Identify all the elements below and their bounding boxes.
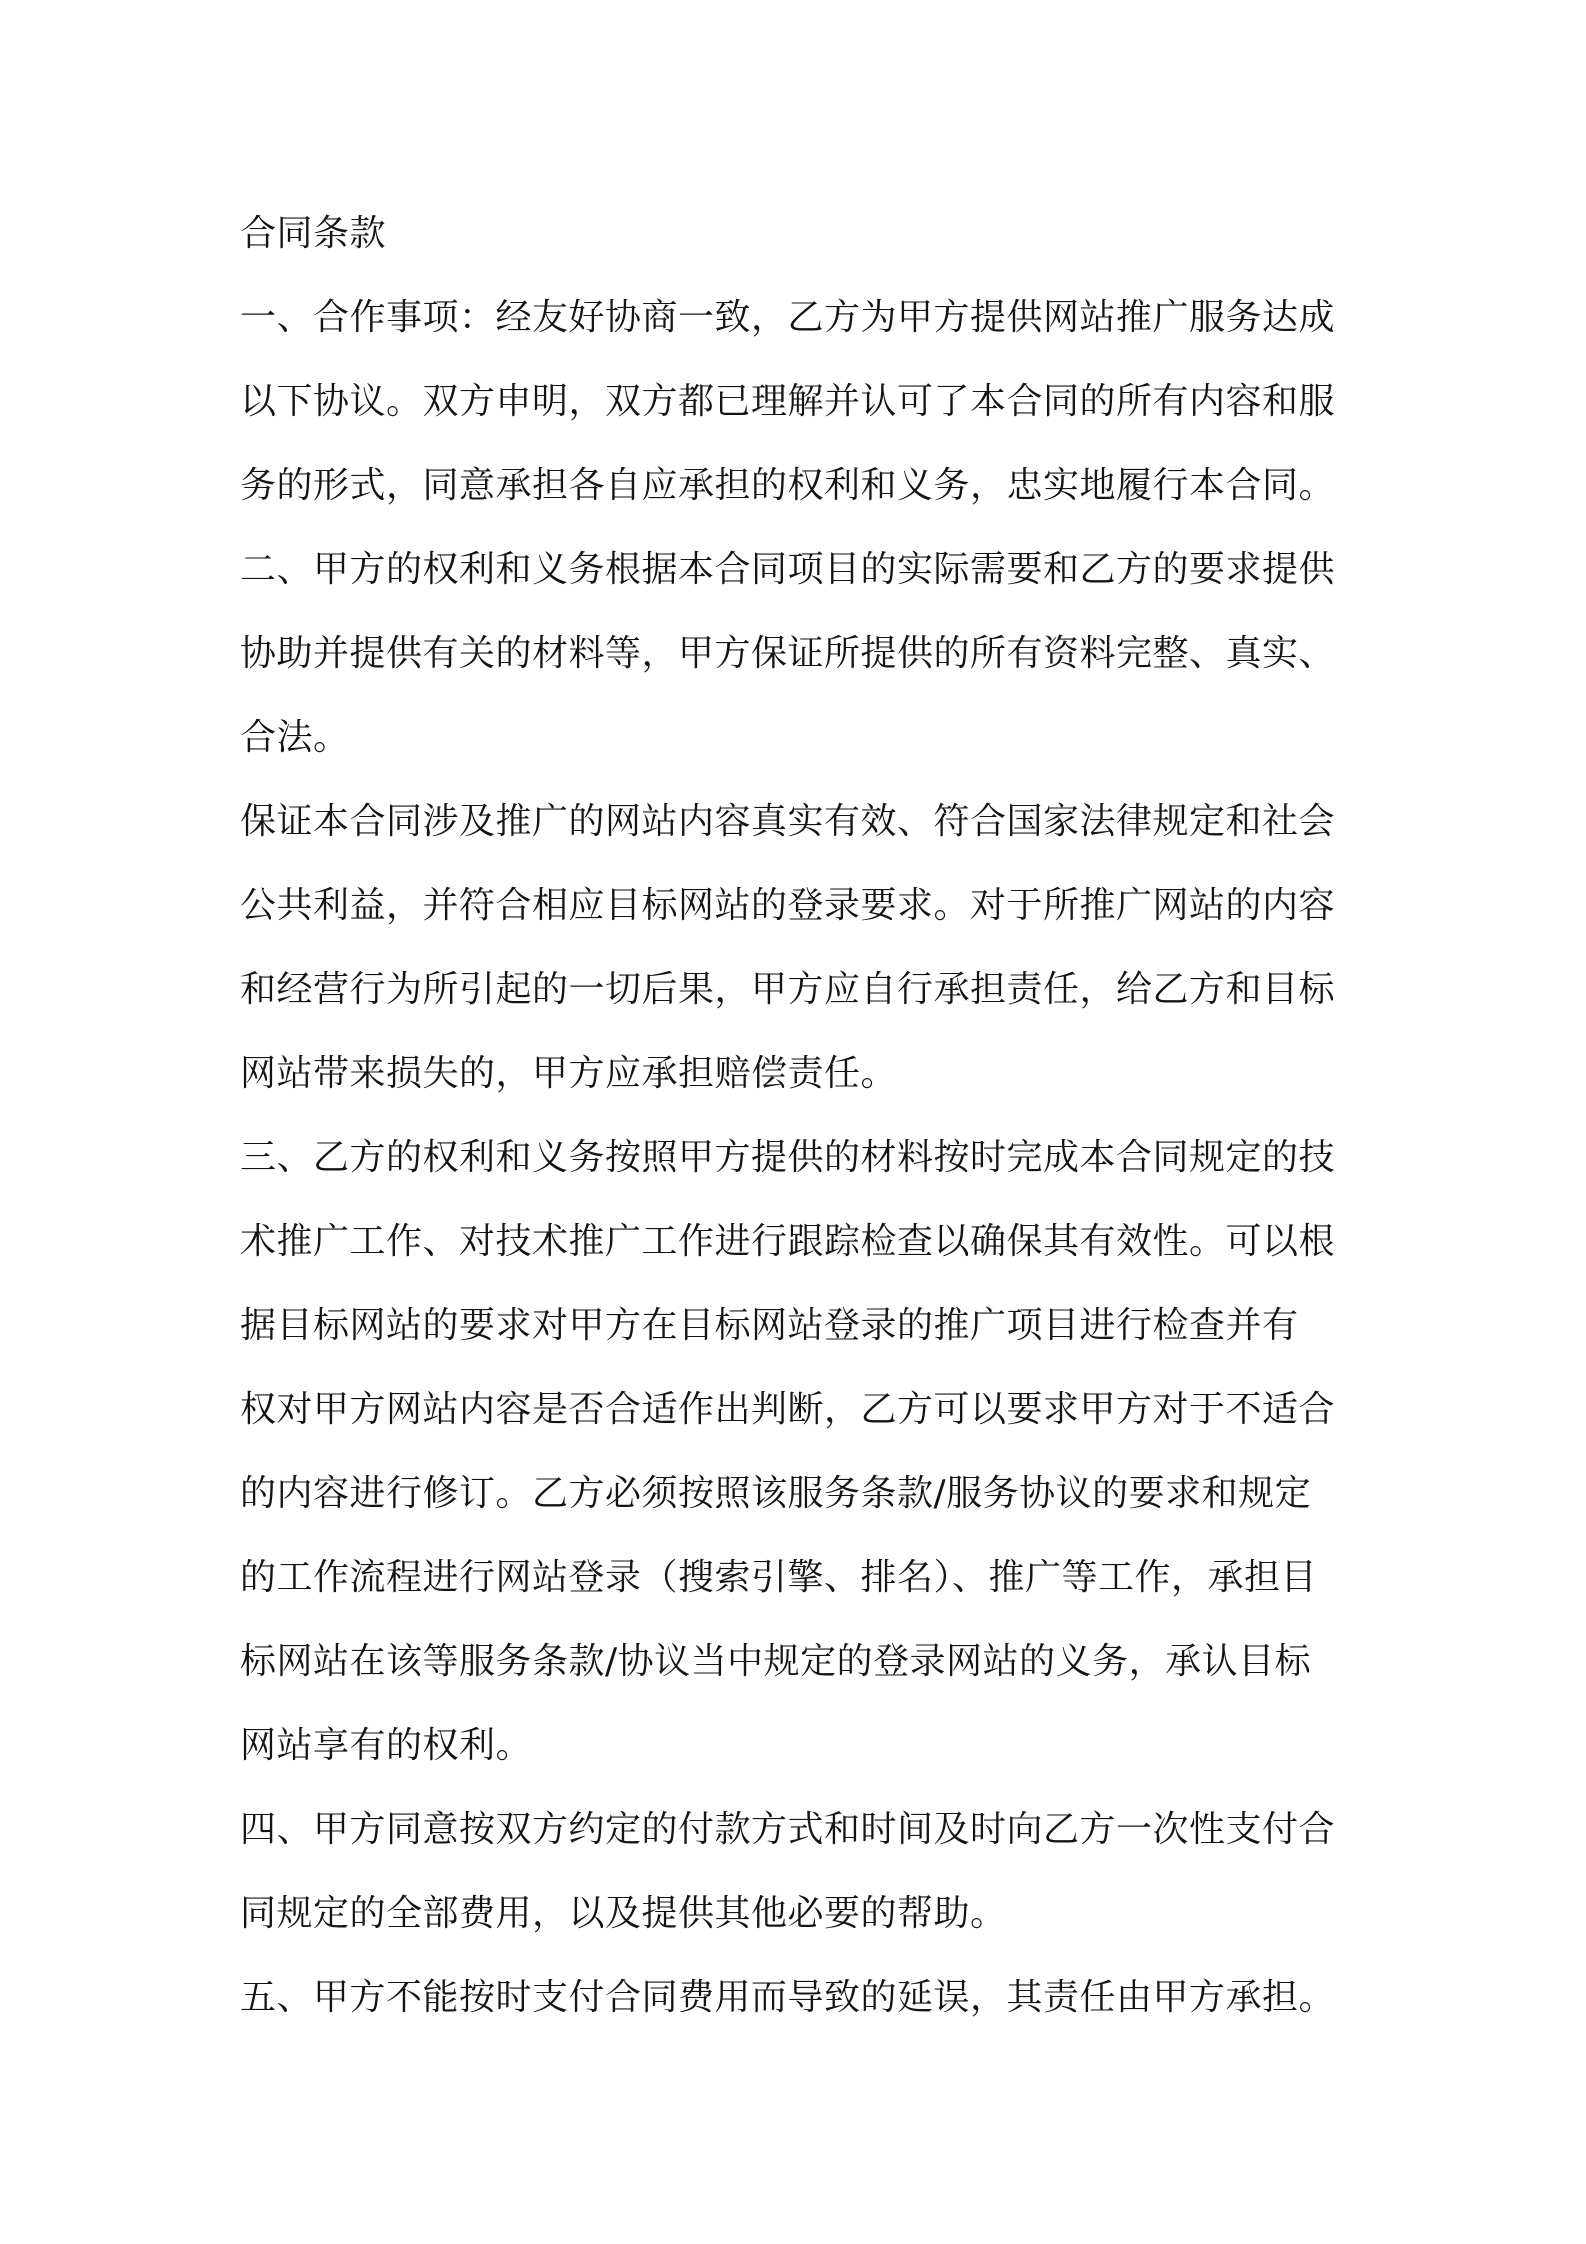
text-line: 网站带来损失的，甲方应承担赔偿责任。: [240, 1053, 898, 1094]
text-line: 同规定的全部费用，以及提供其他必要的帮助。: [240, 1893, 1007, 1934]
text-line: 和经营行为所引起的一切后果，甲方应自行承担责任，给乙方和目标: [240, 969, 1336, 1010]
text-line: 以下协议。双方申明，双方都已理解并认可了本合同的所有内容和服: [240, 381, 1336, 422]
text-line: 协助并提供有关的材料等，甲方保证所提供的所有资料完整、真实、: [240, 633, 1336, 674]
text-line: 一、合作事项：经友好协商一致，乙方为甲方提供网站推广服务达成: [240, 297, 1336, 338]
text-line: 三、乙方的权利和义务按照甲方提供的材料按时完成本合同规定的技: [240, 1137, 1336, 1178]
text-line: 四、甲方同意按双方约定的付款方式和时间及时向乙方一次性支付合: [240, 1809, 1336, 1850]
text-line: 合法。: [240, 717, 350, 758]
text-line: 五、甲方不能按时支付合同费用而导致的延误，其责任由甲方承担。: [240, 1977, 1336, 2018]
contract-body: [240, 192, 1360, 2040]
document-title: 合同条款: [240, 213, 387, 254]
text-line: 网站享有的权利。: [240, 1725, 533, 1766]
text-line: 务的形式，同意承担各自应承担的权利和义务，忠实地履行本合同。: [240, 465, 1336, 506]
text-line: 二、甲方的权利和义务根据本合同项目的实际需要和乙方的要求提供: [240, 549, 1336, 590]
text-line: 的内容进行修订。乙方必须按照该服务条款/服务协议的要求和规定: [240, 1473, 1312, 1514]
text-line: 标网站在该等服务条款/协议当中规定的登录网站的义务，承认目标: [240, 1641, 1312, 1682]
text-line: 权对甲方网站内容是否合适作出判断，乙方可以要求甲方对于不适合: [240, 1389, 1336, 1430]
text-line: 的工作流程进行网站登录（搜索引擎、排名）、推广等工作，承担目: [240, 1557, 1318, 1598]
text-line: 公共利益，并符合相应目标网站的登录要求。对于所推广网站的内容: [240, 885, 1336, 926]
text-line: 术推广工作、对技术推广工作进行跟踪检查以确保其有效性。可以根: [240, 1221, 1336, 1262]
text-line: 保证本合同涉及推广的网站内容真实有效、符合国家法律规定和社会: [240, 801, 1336, 842]
text-line: 据目标网站的要求对甲方在目标网站登录的推广项目进行检查并有: [240, 1305, 1299, 1346]
